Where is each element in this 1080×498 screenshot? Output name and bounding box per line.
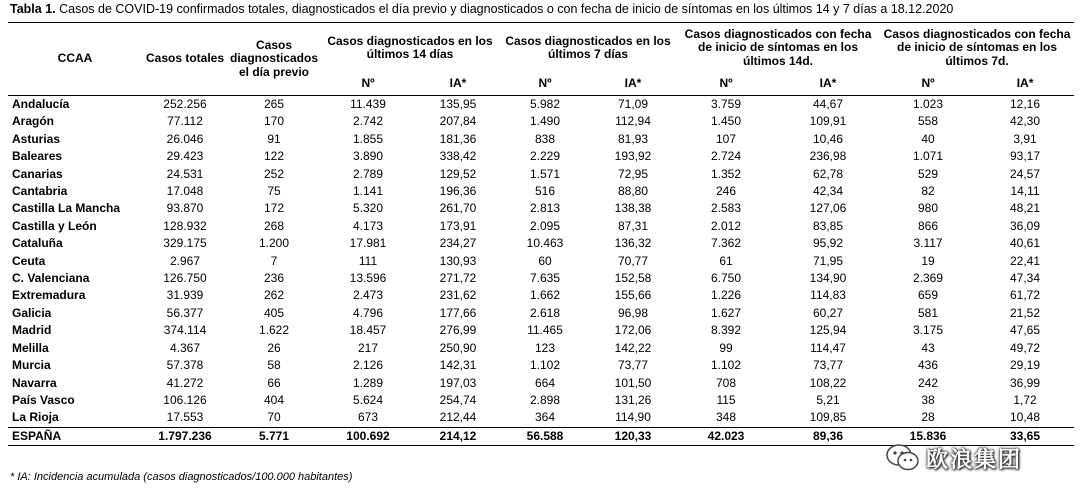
cell-n-7d: 2.095 [529, 218, 561, 233]
cell-n-7d: 1.102 [529, 358, 561, 373]
cell-ia-sint-7d: 1,72 [1013, 392, 1037, 407]
cell-ia-7d: 96,98 [617, 305, 649, 320]
cell-n-14d: 217 [357, 340, 379, 355]
cell-n-7d: 516 [534, 184, 556, 199]
cell-casos-dia-previo: 172 [263, 201, 285, 216]
cell-casos-totales: 57.378 [166, 358, 204, 373]
cell-ia-14d: 181,36 [439, 131, 477, 146]
header-ia: IA* [819, 76, 837, 91]
cell-n-14d: 5.320 [352, 201, 384, 216]
cell-casos-dia-previo: 7 [270, 253, 278, 268]
cell-ccaa: Murcia [12, 358, 51, 373]
cell-ia-sint-14d: 134,90 [809, 271, 847, 286]
cell-n-sint-7d: 38 [921, 392, 935, 407]
cell-ia-sint-14d: 109,85 [809, 410, 847, 425]
watermark-text: 欧浪集团 [926, 447, 1023, 473]
cell-ccaa: Madrid [12, 323, 52, 338]
cell-ia-7d: 81,93 [617, 131, 649, 146]
table-title [10, 2, 953, 16]
cell-ia-sint-7d: 12,16 [1010, 97, 1041, 111]
cell-ccaa: Navarra [12, 375, 57, 390]
cell-casos-dia-previo: 236 [263, 271, 285, 286]
header-ia: IA* [1016, 76, 1034, 91]
cell-ia-sint-14d: 114,47 [810, 340, 846, 355]
wechat-logo-icon [886, 443, 920, 473]
table-row [8, 96, 1074, 114]
header-n: Nº [538, 76, 552, 91]
cell-n-sint-7d: 15.836 [880, 427, 976, 445]
cell-ia-sint-7d: 36,09 [1010, 218, 1041, 233]
cell-ia-sint-14d: 83,85 [813, 218, 844, 233]
cell-ia-7d: 193,92 [614, 149, 652, 164]
cell-n-sint-14d: 1.450 [711, 114, 742, 129]
cell-n-14d: 2.126 [352, 358, 384, 373]
cell-n-14d: 673 [357, 410, 379, 425]
cell-ia-sint-14d: 71,95 [813, 253, 844, 268]
cell-n-14d: 5.624 [352, 392, 384, 407]
cell-ia-14d: 261,70 [439, 201, 477, 216]
cell-n-7d: 2.898 [529, 392, 561, 407]
cell-ia-sint-7d: 93,17 [1010, 149, 1041, 164]
cell-ia-sint-7d: 14,11 [1010, 184, 1040, 199]
cell-ia-sint-7d: 49,72 [1010, 340, 1041, 355]
table-row [8, 166, 1074, 183]
cell-casos-totales: 329.175 [163, 236, 207, 251]
cell-ia-sint-14d: 10,46 [813, 131, 844, 146]
cell-n-14d: 100.692 [320, 427, 416, 445]
cell-n-14d: 4.796 [352, 305, 384, 320]
cell-ia-sint-14d: 44,67 [813, 97, 844, 111]
cell-casos-dia-previo: 70 [267, 410, 281, 425]
cell-n-14d: 17.981 [349, 236, 387, 251]
cell-n-sint-7d: 3.117 [913, 236, 943, 251]
cell-ia-sint-14d: 62,78 [813, 166, 844, 181]
cell-n-sint-14d: 42.023 [676, 427, 776, 445]
cell-ccaa: Canarias [12, 166, 63, 181]
cell-n-sint-14d: 6.750 [711, 271, 742, 286]
cell-casos-dia-previo: 262 [263, 288, 285, 303]
cell-casos-totales: 93.870 [166, 201, 204, 216]
cell-ia-sint-7d: 29,19 [1010, 358, 1041, 373]
cell-casos-totales: 4.367 [169, 340, 201, 355]
cell-n-7d: 56.588 [500, 427, 590, 445]
cell-n-14d: 13.596 [349, 271, 387, 286]
cell-casos-totales: 126.750 [163, 271, 207, 286]
cell-ia-14d: 271,72 [439, 271, 477, 286]
header-n: Nº [361, 76, 375, 91]
cell-ia-sint-7d: 47,34 [1010, 271, 1041, 286]
cell-ia-7d: 112,94 [615, 114, 651, 129]
cell-casos-dia-previo: 5.771 [228, 427, 320, 445]
cell-casos-totales: 17.553 [166, 410, 204, 425]
table-row [8, 287, 1074, 304]
cell-ia-7d: 142,22 [614, 340, 652, 355]
cell-casos-totales: 26.046 [166, 131, 204, 146]
cell-ia-14d: 338,42 [439, 149, 477, 164]
cell-ia-sint-7d: 3,91 [1013, 131, 1037, 146]
cell-ia-sint-14d: 109,91 [809, 114, 847, 129]
cell-ia-sint-14d: 236,98 [809, 149, 847, 164]
watermark [886, 440, 1078, 476]
cell-n-sint-7d: 529 [918, 166, 939, 181]
cell-casos-dia-previo: 75 [267, 184, 281, 199]
cell-casos-dia-previo: 170 [263, 114, 285, 129]
table-row [8, 235, 1074, 252]
cell-n-7d: 123 [534, 340, 556, 355]
cell-n-7d: 1.490 [529, 114, 561, 129]
table-row [8, 409, 1074, 427]
cell-ia-sint-7d: 36,99 [1010, 375, 1041, 390]
cell-n-14d: 1.855 [352, 131, 384, 146]
cell-casos-dia-previo: 66 [267, 375, 281, 390]
cell-ccaa: Castilla La Mancha [12, 201, 121, 216]
cell-n-sint-14d: 1.352 [711, 166, 742, 181]
cell-ia-14d: 135,95 [439, 97, 477, 111]
cell-n-sint-14d: 2.724 [711, 149, 742, 164]
table-row [8, 322, 1074, 339]
cell-ccaa: Melilla [12, 340, 49, 355]
cell-ia-7d: 131,26 [614, 392, 652, 407]
cell-ia-7d: 114,90 [615, 410, 651, 425]
cell-ia-sint-14d: 108,22 [809, 375, 847, 390]
cell-n-sint-7d: 866 [918, 218, 939, 233]
table-row [8, 340, 1074, 357]
table-row [8, 270, 1074, 287]
cell-casos-totales: 31.939 [166, 288, 204, 303]
cell-n-14d: 11.439 [350, 97, 386, 111]
cell-n-sint-14d: 2.583 [711, 201, 742, 216]
cell-casos-totales: 41.272 [166, 375, 204, 390]
cell-n-sint-14d: 61 [719, 253, 733, 268]
cell-ccaa: País Vasco [12, 392, 75, 407]
header-casos-totales: Casos totales [142, 23, 228, 96]
cell-n-14d: 3.890 [352, 149, 384, 164]
cell-casos-dia-previo: 1.200 [258, 236, 290, 251]
cell-ia-7d: 172,06 [614, 323, 652, 338]
cell-casos-totales: 17.048 [166, 184, 204, 199]
cell-casos-totales: 106.126 [163, 392, 207, 407]
cell-n-7d: 664 [534, 375, 556, 390]
covid-cases-table [8, 22, 1074, 446]
cell-ccaa: Andalucía [12, 97, 70, 111]
cell-casos-totales: 2.967 [169, 253, 201, 268]
table-row [8, 305, 1074, 322]
cell-ia-sint-7d: 42,30 [1010, 114, 1041, 129]
cell-ia-14d: 177,66 [439, 305, 477, 320]
cell-ia-sint-14d: 42,34 [813, 184, 844, 199]
cell-n-7d: 7.635 [529, 271, 561, 286]
cell-n-14d: 2.789 [352, 166, 384, 181]
cell-n-sint-14d: 708 [716, 375, 737, 390]
cell-ia-14d: 129,52 [439, 166, 477, 181]
cell-ccaa: ESPAÑA [8, 427, 142, 445]
cell-n-sint-7d: 1.023 [913, 97, 944, 111]
cell-n-sint-7d: 3.175 [913, 323, 944, 338]
cell-ia-7d: 72,95 [617, 166, 649, 181]
cell-n-14d: 18.457 [349, 323, 387, 338]
cell-casos-totales: 77.112 [167, 114, 203, 129]
table-row [8, 392, 1074, 409]
table-body [8, 96, 1074, 446]
cell-casos-dia-previo: 91 [267, 131, 281, 146]
cell-casos-dia-previo: 405 [263, 305, 285, 320]
cell-n-sint-7d: 40 [921, 131, 935, 146]
cell-casos-totales: 56.377 [166, 305, 204, 320]
cell-ia-sint-7d: 22,41 [1010, 253, 1041, 268]
cell-ia-sint-14d: 5,21 [816, 392, 840, 407]
cell-ia-sint-7d: 48,21 [1010, 201, 1041, 216]
header-ia: IA* [449, 76, 467, 91]
cell-ia-sint-14d: 73,77 [813, 358, 844, 373]
cell-n-14d: 1.141 [352, 184, 384, 199]
cell-ia-14d: 276,99 [439, 323, 477, 338]
cell-n-7d: 2.813 [529, 201, 561, 216]
cell-ia-sint-7d: 21,52 [1010, 305, 1041, 320]
cell-n-7d: 11.465 [527, 323, 563, 338]
cell-ia-14d: 212,44 [439, 410, 477, 425]
cell-n-sint-14d: 1.627 [711, 305, 742, 320]
table-row [8, 218, 1074, 235]
cell-ia-7d: 120,33 [590, 427, 676, 445]
cell-n-14d: 1.289 [352, 375, 384, 390]
cell-n-7d: 838 [534, 131, 556, 146]
cell-ia-sint-7d: 61,72 [1010, 288, 1041, 303]
cell-n-sint-7d: 43 [921, 340, 935, 355]
cell-casos-dia-previo: 26 [267, 340, 281, 355]
header-casos-dia-previo: Casos diagnosticados el día previo [228, 23, 320, 96]
cell-n-sint-14d: 115 [716, 392, 736, 407]
table-row [8, 253, 1074, 270]
cell-ccaa: Ceuta [12, 253, 46, 268]
cell-n-sint-7d: 2.369 [913, 271, 944, 286]
cell-casos-dia-previo: 252 [263, 166, 285, 181]
cell-n-14d: 111 [358, 253, 378, 268]
cell-ia-sint-7d: 10,48 [1010, 410, 1041, 425]
cell-ia-sint-14d: 60,27 [813, 305, 844, 320]
cell-ia-sint-14d: 114,83 [810, 288, 846, 303]
cell-n-14d: 2.742 [352, 114, 384, 129]
cell-n-7d: 2.618 [529, 305, 561, 320]
cell-ia-14d: 250,90 [439, 340, 477, 355]
cell-ia-7d: 88,80 [617, 184, 649, 199]
cell-ia-14d: 254,74 [439, 392, 477, 407]
cell-n-7d: 60 [538, 253, 552, 268]
header-group-sint-7d: Casos diagnosticados con fecha de inicio de síntomas en los últimos 7d. [883, 26, 1071, 68]
cell-casos-totales: 29.423 [166, 149, 204, 164]
cell-n-sint-14d: 2.012 [711, 218, 742, 233]
header-group-7d: Casos diagnosticados en los últimos 7 días [505, 33, 671, 61]
cell-ia-sint-14d: 95,92 [813, 236, 844, 251]
cell-ia-7d: 101,50 [614, 375, 652, 390]
cell-ia-7d: 155,66 [614, 288, 652, 303]
cell-n-sint-7d: 581 [918, 305, 939, 320]
cell-casos-dia-previo: 58 [267, 358, 281, 373]
table-row [8, 131, 1074, 148]
cell-ia-14d: 142,31 [439, 358, 477, 373]
cell-ia-14d: 214,12 [416, 427, 500, 445]
cell-ia-sint-7d: 24,57 [1010, 166, 1041, 181]
cell-ia-sint-7d: 40,61 [1010, 236, 1041, 251]
cell-ccaa: Castilla y León [12, 218, 97, 233]
cell-ia-7d: 73,77 [617, 358, 649, 373]
cell-n-sint-14d: 1.102 [711, 358, 742, 373]
cell-ia-7d: 136,32 [614, 236, 652, 251]
cell-n-7d: 5.982 [529, 97, 561, 111]
cell-ia-14d: 231,62 [439, 288, 477, 303]
cell-ia-14d: 130,93 [439, 253, 477, 268]
table-row [8, 200, 1074, 217]
cell-ia-7d: 138,38 [614, 201, 652, 216]
cell-n-sint-7d: 28 [921, 410, 935, 425]
cell-casos-dia-previo: 1.622 [258, 323, 290, 338]
header-group-sint-14d: Casos diagnosticados con fecha de inicio de síntomas en los últimos 14d. [684, 26, 872, 68]
cell-ia-7d: 87,31 [617, 218, 649, 233]
cell-n-7d: 2.229 [529, 149, 561, 164]
cell-n-sint-14d: 1.226 [711, 288, 742, 303]
cell-ia-sint-14d: 89,36 [776, 427, 880, 445]
table-caption: Casos de COVID-19 confirmados totales, diagnosticados el día previo y diagnosticados o con fecha de inicio de síntomas en los últimos 14 y 7 días a 18.12.2020 [55, 2, 954, 16]
cell-n-sint-7d: 558 [918, 114, 939, 129]
cell-casos-totales: 252.256 [163, 97, 207, 111]
cell-ia-14d: 197,03 [439, 375, 477, 390]
cell-ia-sint-14d: 127,06 [809, 201, 847, 216]
table-row [8, 375, 1074, 392]
cell-n-7d: 10.463 [526, 236, 564, 251]
cell-n-7d: 1.571 [529, 166, 561, 181]
cell-casos-totales: 128.932 [163, 218, 207, 233]
cell-n-sint-14d: 8.392 [711, 323, 742, 338]
cell-casos-totales: 24.531 [166, 166, 204, 181]
cell-ia-14d: 234,27 [439, 236, 477, 251]
cell-casos-dia-previo: 265 [263, 97, 285, 111]
header-group-14d: Casos diagnosticados en los últimos 14 días [327, 33, 493, 61]
cell-n-sint-14d: 107 [716, 131, 737, 146]
cell-ia-sint-7d: 33,65 [976, 427, 1074, 445]
cell-n-sint-7d: 242 [918, 375, 939, 390]
cell-ccaa: Extremadura [12, 288, 86, 303]
cell-ccaa: Cantabria [12, 184, 68, 199]
cell-n-14d: 2.473 [352, 288, 384, 303]
cell-casos-totales: 374.114 [163, 323, 207, 338]
cell-ia-sint-7d: 47,65 [1010, 323, 1041, 338]
header-n: Nº [921, 76, 935, 91]
cell-n-sint-7d: 980 [918, 201, 939, 216]
cell-n-sint-14d: 348 [716, 410, 737, 425]
cell-ia-sint-14d: 125,94 [809, 323, 847, 338]
table-row [8, 148, 1074, 165]
cell-n-sint-14d: 7.362 [711, 236, 742, 251]
table-row [8, 113, 1074, 130]
table-row [8, 183, 1074, 200]
header-n: Nº [719, 76, 733, 91]
cell-ccaa: La Rioja [12, 410, 59, 425]
cell-n-7d: 1.662 [529, 288, 561, 303]
cell-ia-7d: 71,09 [617, 97, 649, 111]
cell-n-sint-7d: 82 [921, 184, 935, 199]
cell-ccaa: Cataluña [12, 236, 63, 251]
cell-n-sint-7d: 659 [918, 288, 939, 303]
cell-n-7d: 364 [534, 410, 556, 425]
cell-ccaa: Asturias [12, 131, 61, 146]
cell-casos-dia-previo: 404 [263, 392, 285, 407]
cell-n-sint-14d: 3.759 [711, 97, 742, 111]
cell-ia-14d: 207,84 [439, 114, 477, 129]
cell-n-sint-14d: 246 [716, 184, 737, 199]
table-row [8, 357, 1074, 374]
cell-ccaa: Baleares [12, 149, 63, 164]
header-ccaa: CCAA [8, 23, 142, 96]
cell-n-14d: 4.173 [352, 218, 384, 233]
cell-casos-totales: 1.797.236 [142, 427, 228, 445]
cell-ccaa: Aragón [12, 114, 54, 129]
cell-ia-14d: 173,91 [439, 218, 477, 233]
cell-ccaa: C. Valenciana [12, 271, 90, 286]
cell-n-sint-14d: 99 [719, 340, 733, 355]
cell-n-sint-7d: 436 [918, 358, 939, 373]
cell-n-sint-7d: 19 [921, 253, 935, 268]
header-ia: IA* [624, 76, 642, 91]
table-number: Tabla 1. [10, 2, 56, 16]
cell-casos-dia-previo: 268 [263, 218, 285, 233]
footnote: * IA: Incidencia acumulada (casos diagnosticados/100.000 habitantes) [10, 471, 353, 483]
cell-ia-7d: 70,77 [617, 253, 649, 268]
cell-ccaa: Galicia [12, 305, 52, 320]
cell-casos-dia-previo: 122 [263, 149, 285, 164]
cell-ia-7d: 152,58 [614, 271, 652, 286]
cell-ia-14d: 196,36 [439, 184, 477, 199]
cell-n-sint-7d: 1.071 [913, 149, 944, 164]
